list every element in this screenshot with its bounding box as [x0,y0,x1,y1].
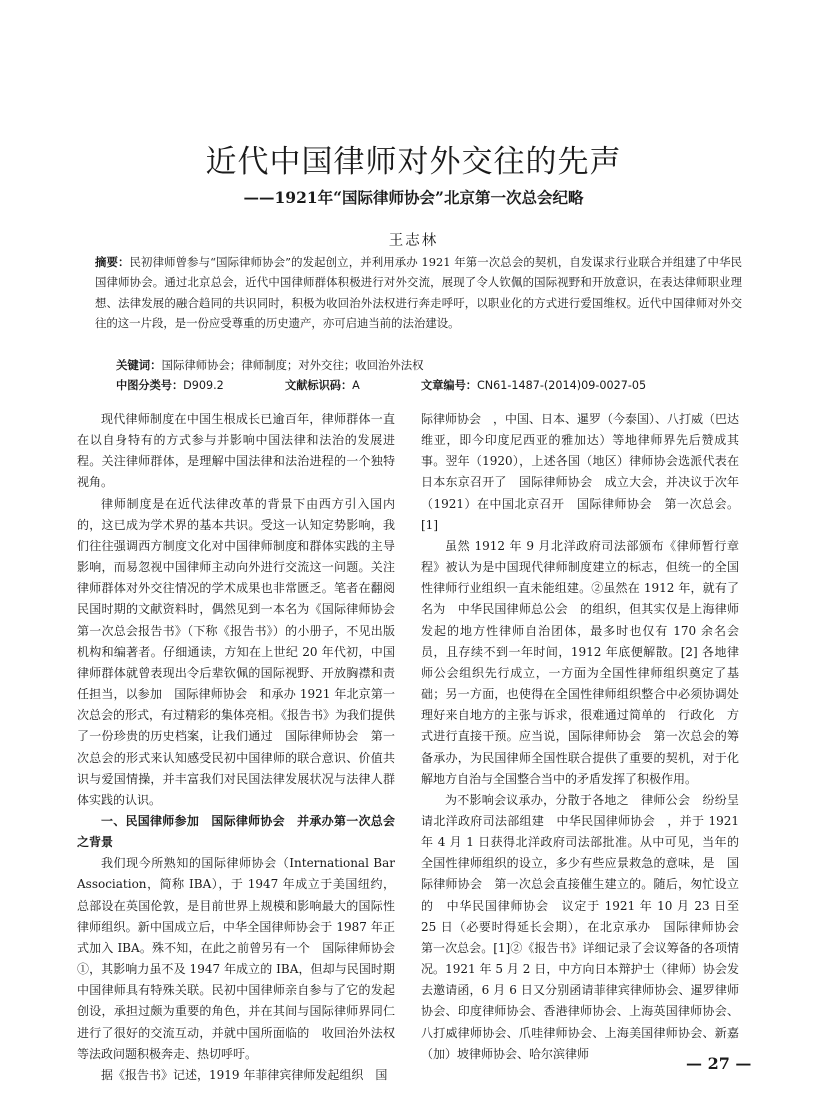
paragraph: 我们现今所熟知的国际律师协会（International Bar Association，简称 IBA），于 1947 年成立于美国纽约，总部设在英国伦敦，是目前世界上规模和影响最大的国际性律师组织。新中国成立后，中华全国律师协会于 1987 年正式加入 IBA。殊不知，在此之前曾另有一个 国际律师协会 ①，其影响力虽不及 1947 年成立的 IBA，但却与民国时期中国律师具有特殊关联。民初中国律师亲自参与了它的发起创设，承担过颇为重要的角色，并在其间与国际律师界同仁进行了很好的交流互动，并就中国所面临的 收回治外法权 等法政问题积极奔走、热切呼吁。 [77,856,408,1061]
paragraph: 为不影响会议承办，分散于各地之 律师公会 纷纷呈请北洋政府司法部组建 中华民国律师协会 ，并于 1921 年 4 月 1 日获得北洋政府司法部批准。从中可见，当年的全国性律师组织的设立，多少有些应景救急的意味，是 国际律师协会 第一次总会直接催生建立的。随后，匆忙设立的 中华民国律师协会 议定于 1921 年 10 月 23 日至 25 日（必要时得延长会期），在北京承办 国际律师协会 第一次总会。[1]②《报告书》详细记录了会议筹备的各项情况。1921 年 5 月 2 日，中方向日本辩护士（律师）协会发去邀请函，6 月 6 日又分别函请菲律宾律师协会、暹罗律师协会、印度律师协会、香港律师协会、上海英国律师协会、八打威律师协会、爪哇律师协会、上海美国律师协会、新嘉（加）坡律师协会、哈尔滨律师 [421,792,752,1061]
keywords-label: 关键词： [116,358,162,372]
abstract [95,252,742,334]
page-number: — 27 — [686,1054,752,1073]
doc-code-label: 文献标识码： [285,379,353,392]
paragraph: 际律师协会 ，中国、日本、暹罗（今泰国）、八打威（巴达维亚，即今印度尼西亚的雅加达）等地律师界先后赞成其事。翌年（1920），上述各国（地区）律师协会选派代表在日本东京召开了 国际律师协会 成立大会，并决议于次年（1921）在中国北京召开 国际律师协会 第一次总会。[1] [421,412,740,532]
clc-value: D909.2 [183,379,224,392]
author-name: 王志林 [388,233,439,249]
paragraph: 虽然 1912 年 9 月北洋政府司法部颁布《律师暂行章程》被认为是中国现代律师制度建立的标志，但统一的全国性律师行业组织一直未能组建。②虽然在 1912 年，就有了名为 中华民国律师总公会 的组织，但其实仅是上海律师发起的地方性律师自治团体，最多时也仅有 170 余名会员，且存续不到一年时间，1912 年底便解散。[2] 各地律师公会组织先行成立，一方面为全国性律师组织奠定了基础；另一方面，也使得在全国性律师组织整合中必须协调处理好来自地方的主张与诉求，很难通过简单的 行政化 方式进行直接干预。应当说，国际律师协会 第一次总会的筹备承办，为民国律师全国性联合提供了重要的契机，对于化解地方自治与全国整合当中的矛盾发挥了积极作用。 [421,538,739,786]
doc-code-value: A [352,379,360,392]
body-column-left [77,409,408,1086]
abstract-text: 民初律师曾参与“国际律师协会”的发起创立，并利用承办 1921 年第一次总会的契机，自发谋求行业联合并组建了中华民国律师协会。通过北京总会，近代中国律师群体积极进行对外交流，展现了令人钦佩的国际视野和开放意识，在表达律师职业理想、法律发展的融合趋同的共识同时，积极为收回治外法权进行奔走呼吁，以职业化的方式进行爱国维权。近代中国律师对外交往的这一片段，是一份应受尊重的历史遗产，亦可启迪当前的法治建设。 [95,255,742,331]
keywords [116,356,736,374]
document-code [285,377,360,395]
keywords-text: 国际律师协会；律师制度；对外交往；收回治外法权 [161,358,424,372]
article-no-label: 文章编号： [421,379,477,392]
clc-label: 中图分类号： [116,379,184,392]
article-subtitle: ——1921年“国际律师协会”北京第一次总会纪略 [243,188,584,207]
article-no-value: CN61-1487-(2014)09-0027-05 [476,379,647,392]
section-heading: 一、民国律师参加 国际律师协会 并承办第一次总会之背景 [77,813,395,850]
clc-number [116,377,224,395]
paragraph: 律师制度是在近代法律改革的背景下由西方引入国内的，这已成为学术界的基本共识。受这一认知定势影响，我们往往强调西方制度文化对中国律师制度和群体实践的主导影响，而易忽视中国律师主动向外进行交流这一问题。关注律师群体对外交往情况的学术成果也非常匮乏。笔者在翻阅民国时期的文献资料时，偶然见到一本名为《国际律师协会第一次总会报告书》（下称《报告书》）的小册子，不见出版机构和编著者。仔细通读，方知在上世纪 20 年代初，中国律师群体就曾表现出令后辈钦佩的国际视野、开放胸襟和责任担当，以参加 国际律师协会 和承办 1921 年北京第一次总会的形式，有过精彩的集体亮相。《报告书》为我们提供了一份珍贵的历史档案，让我们通过 国际律师协会 第一次总会的形式来认知感受民初中国律师的联合意识、价值共识与爱国情操，并丰富我们对民国法律发展状况与法律人群体实践的认识。 [77,496,396,807]
article-title: 近代中国律师对外交往的先声 [205,144,622,180]
paragraph: 现代律师制度在中国生根成长已逾百年，律师群体一直在以自身特有的方式参与并影响中国法律和法治的发展进程。关注律师群体，是理解中国法律和法治进程的一个独特视角。 [77,412,395,490]
paragraph: 据《报告书》记述，1919 年菲律宾律师发起组织 国 [101,1067,388,1082]
article-number [421,377,646,395]
abstract-label: 摘要： [95,255,130,269]
